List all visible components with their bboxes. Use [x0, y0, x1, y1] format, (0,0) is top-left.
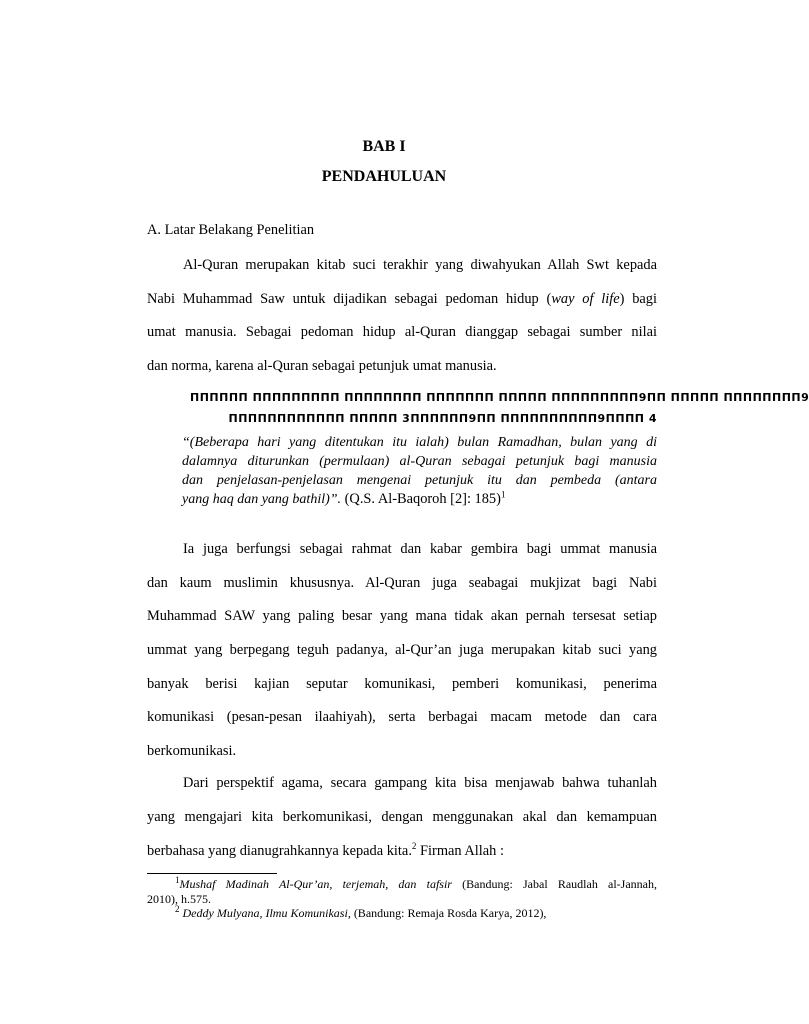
footnote-ref-1: 1	[500, 489, 506, 500]
section-heading: A. Latar Belakang Penelitian	[147, 222, 315, 238]
footnote-1	[147, 877, 657, 907]
footnote-2-line1	[147, 906, 657, 921]
paragraph1-line4: dan norma, karena al-Quran sebagai petunjuk umat manusia.	[147, 358, 497, 374]
verse-translation	[182, 433, 657, 509]
chapter-number: BAB I	[362, 138, 406, 155]
paragraph2-line5: banyak berisi kajian seputar komunikasi, pemberi komunikasi, penerima	[147, 676, 657, 692]
arabic-verse-line2: ΠΠΠΠΠΠΠΠΠΠΠΠ ΠΠΠΠΠ 3ΠΠΠΠΠΠ9ΠΠ ΠΠΠΠΠΠΠΠΠΠ9ΠΠΠΠ 4	[228, 412, 657, 425]
paragraph2-line1: Ia juga berfungsi sebagai rahmat dan kabar gembira bagi ummat manusia	[183, 541, 657, 557]
paragraph3-line3-text-a: berbahasa yang dianugrahkannya kepada kita.	[147, 843, 412, 859]
footnote-ref-2: 2	[411, 841, 417, 852]
translation-line4-text: yang haq dan yang bathil)”.	[182, 492, 342, 507]
arabic-verse-line1: ΠΠΠΠΠΠ ΠΠΠΠΠΠΠΠΠ ΠΠΠΠΠΠΠΠ ΠΠΠΠΠΠΠ ΠΠΠΠΠ ΠΠΠΠΠΠΠΠΠ9ΠΠ ΠΠΠΠΠ ΠΠΠΠΠΠΠΠ9	[190, 391, 809, 404]
footnote-1-publisher: (Bandung: Jabal Raudlah al-Jannah,	[451, 877, 657, 891]
translation-line3: dan penjelasan-penjelasan mengenai petunjuk itu dan pembeda (antara	[182, 473, 657, 488]
paragraph3-line3-text-b: Firman Allah :	[416, 843, 504, 859]
footnote-1-title: Mushaf Madinah Al-Qur’an, terjemah, dan tafsir	[179, 877, 452, 891]
footnote-separator	[147, 873, 277, 874]
paragraph2-line6: komunikasi (pesan-pesan ilaahiyah), serta berbagai macam metode dan cara	[147, 709, 657, 725]
paragraph2-line7: berkomunikasi.	[147, 743, 237, 759]
paragraph1-line1: Al-Quran merupakan kitab suci terakhir yang diwahyukan Allah Swt kepada	[183, 257, 657, 273]
paragraph1-line2-text-b: ) bagi	[619, 291, 657, 307]
footnote-1-line2: 2010), h.575.	[147, 892, 211, 906]
verse-citation: (Q.S. Al-Baqoroh [2]: 185)	[341, 491, 501, 507]
translation-line4	[182, 490, 657, 509]
translation-line2: dalamnya diturunkan (permulaan) al-Quran sebagai petunjuk bagi manusia	[182, 454, 657, 469]
paragraph1-line2	[147, 290, 657, 308]
translation-line1: “(Beberapa hari yang ditentukan itu ialah) bulan Ramadhan, bulan yang di	[182, 435, 657, 450]
paragraph1-line3: umat manusia. Sebagai pedoman hidup al-Quran dianggap sebagai sumber nilai	[147, 324, 657, 340]
paragraph2-line4: ummat yang berpegang teguh padanya, al-Qur’an juga merupakan kitab suci yang	[147, 642, 657, 658]
paragraph2-line3: Muhammad SAW yang paling besar yang mana tidak akan pernah tersesat setiap	[147, 608, 657, 624]
footnote-1-number: 1	[175, 875, 180, 885]
chapter-title: PENDAHULUAN	[321, 168, 447, 185]
footnote-2-publisher: , (Bandung: Remaja Rosda Karya, 2012),	[347, 906, 547, 920]
footnote-1-line1	[147, 877, 657, 892]
way-of-life-term: way of life	[551, 291, 620, 307]
footnote-2-number: 2	[175, 904, 180, 914]
footnote-2-title: Deddy Mulyana, Ilmu Komunikasi	[182, 906, 348, 920]
paragraph3-line1: Dari perspektif agama, secara gampang kita bisa menjawab bahwa tuhanlah	[183, 775, 657, 791]
paragraph2-line2: dan kaum muslimin khususnya. Al-Quran juga seabagai mukjizat bagi Nabi	[147, 575, 657, 591]
paragraph3-line3	[147, 842, 657, 860]
footnote-2	[147, 906, 657, 921]
paragraph3-line2: yang mengajari kita berkomunikasi, dengan menggunakan akal dan kemampuan	[147, 809, 657, 825]
paragraph1-line2-text-a: Nabi Muhammad Saw untuk dijadikan sebagai pedoman hidup (	[147, 291, 552, 307]
